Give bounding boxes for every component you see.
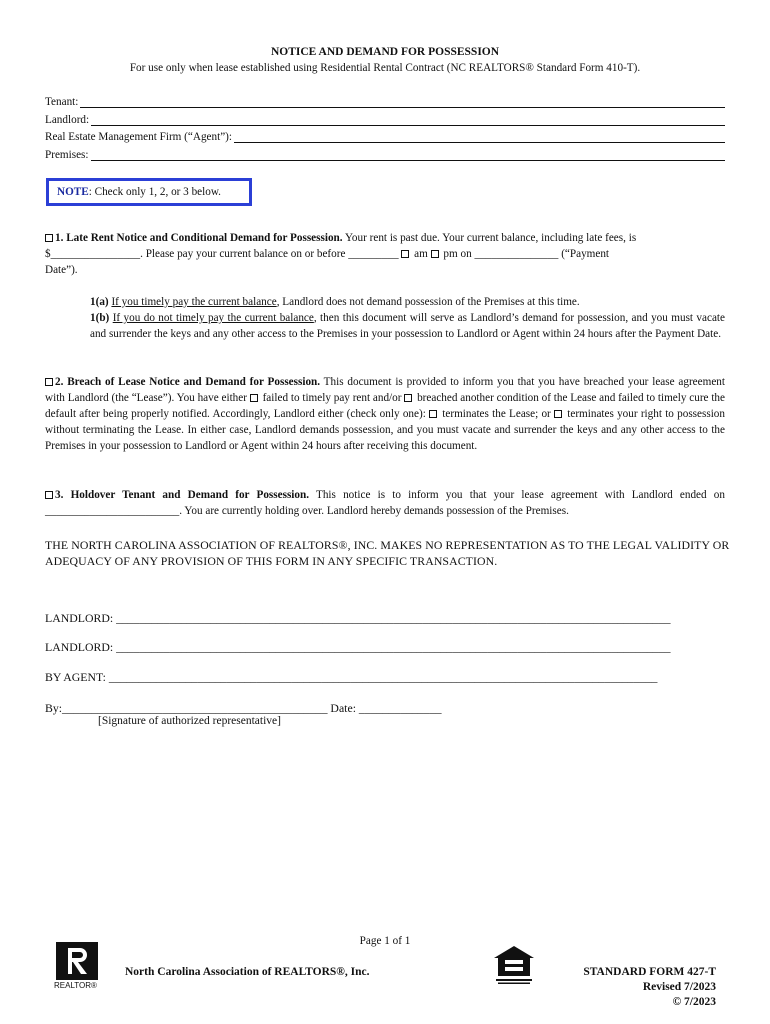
landlord-line[interactable] bbox=[91, 113, 725, 126]
form-identifier bbox=[583, 965, 716, 1010]
terminates-possession-checkbox[interactable] bbox=[554, 410, 562, 418]
section-1b-underline: If you do not timely pay the current balance bbox=[112, 312, 314, 324]
signature-caption: [Signature of authorized representative] bbox=[98, 715, 281, 727]
breached-condition-checkbox[interactable] bbox=[404, 394, 412, 402]
tenant-label: Tenant: bbox=[45, 96, 79, 108]
am-label: am bbox=[411, 248, 431, 260]
section-3 bbox=[45, 487, 725, 519]
agent-line[interactable] bbox=[234, 130, 725, 143]
page-number: Page 1 of 1 bbox=[359, 935, 411, 947]
premises-field[interactable] bbox=[45, 145, 725, 161]
payment-date-label: Date”). bbox=[45, 264, 78, 276]
premises-label: Premises: bbox=[45, 149, 89, 161]
tenant-line[interactable] bbox=[80, 95, 725, 108]
section-1a-label: 1(a) bbox=[90, 296, 109, 308]
section-2-text-4: terminates the Lease; or bbox=[439, 408, 555, 420]
section-2-heading: 2. Breach of Lease Notice and Demand for Possession. bbox=[55, 376, 321, 388]
terminates-lease-checkbox[interactable] bbox=[429, 410, 437, 418]
form-number: STANDARD FORM 427-T bbox=[583, 966, 716, 978]
landlord-field[interactable] bbox=[45, 110, 725, 126]
realtor-logo-icon bbox=[56, 942, 98, 980]
section-1a-text: , Landlord does not demand possession of the Premises at this time. bbox=[276, 296, 580, 308]
section-1-checkbox[interactable] bbox=[45, 234, 53, 242]
form-revised: Revised 7/2023 bbox=[642, 981, 716, 993]
agent-signature[interactable]: BY AGENT: _____________________________________________________________________________________________ bbox=[45, 670, 658, 684]
realtor-logo-text: REALTOR® bbox=[54, 981, 97, 990]
agent-label: Real Estate Management Firm (“Agent”): bbox=[45, 131, 233, 143]
section-1b-label: 1(b) bbox=[90, 312, 110, 324]
section-1b bbox=[90, 310, 725, 342]
section-2-text-1: This document is provided to inform you that you have breached your lease agreement with Landlord (the “Lease”). You have either bbox=[45, 376, 725, 404]
section-3-checkbox[interactable] bbox=[45, 491, 53, 499]
pm-checkbox[interactable] bbox=[431, 250, 439, 258]
failed-pay-checkbox[interactable] bbox=[250, 394, 258, 402]
section-1a bbox=[90, 294, 725, 310]
section-2-text-3: breached another condition of the Lease and failed to timely cure the default after being properly notified. Accordingly, Landlord either (check only one): bbox=[45, 392, 725, 420]
note-box bbox=[46, 178, 252, 206]
note-text: : Check only 1, 2, or 3 below. bbox=[88, 186, 221, 198]
form-title: NOTICE AND DEMAND FOR POSSESSION bbox=[270, 46, 500, 58]
note-label: NOTE bbox=[57, 186, 89, 198]
section-2-checkbox[interactable] bbox=[45, 378, 53, 386]
section-2-text-5: terminates your right to possession without terminating the Lease. In either case, Landlord demands possession, and you must vacate and surrender the keys and any other access to the Premises in your possession to Landlord or Agent within 24 hours after receiving this document. bbox=[45, 408, 725, 452]
landlord-label: Landlord: bbox=[45, 114, 90, 126]
landlord-signature-1[interactable]: LANDLORD: ______________________________________________________________________________________________ bbox=[45, 611, 671, 625]
section-2 bbox=[45, 374, 725, 454]
form-copyright: © 7/2023 bbox=[672, 996, 716, 1008]
am-checkbox[interactable] bbox=[401, 250, 409, 258]
section-1-balance: $________________. Please pay your current balance on or before _________ bbox=[45, 248, 402, 260]
section-1 bbox=[45, 230, 725, 278]
section-1a-underline: If you timely pay the current balance bbox=[111, 296, 277, 308]
section-3-heading: 3. Holdover Tenant and Demand for Possession. bbox=[55, 489, 310, 501]
section-1-text: Your rent is past due. Your current balance, including late fees, is bbox=[342, 232, 637, 244]
equal-housing-opportunity-icon bbox=[492, 944, 536, 986]
tenant-field[interactable] bbox=[45, 92, 725, 108]
association-name: North Carolina Association of REALTORS®, Inc. bbox=[125, 966, 370, 978]
agent-field[interactable] bbox=[45, 127, 725, 143]
section-1-heading: 1. Late Rent Notice and Conditional Demand for Possession. bbox=[55, 232, 343, 244]
section-3-text: This notice is to inform you that your lease agreement with Landlord ended on ________________________. You are currently holding over. Landlord hereby demands possession of the Premises. bbox=[45, 489, 725, 517]
section-2-text-2: failed to timely pay rent and/or bbox=[259, 392, 405, 404]
disclaimer: THE NORTH CAROLINA ASSOCIATION OF REALTORS®, INC. MAKES NO REPRESENTATION AS TO THE LEGAL VALIDITY OR ADEQUACY OF ANY PROVISION OF THIS FORM IN ANY SPECIFIC TRANSACTION. bbox=[45, 538, 730, 568]
form-subtitle: For use only when lease established using Residential Rental Contract (NC REALTORS® Standard Form 410-T). bbox=[129, 62, 641, 74]
pm-label: pm on _______________ (“Payment bbox=[440, 248, 610, 260]
by-signature[interactable]: By:_____________________________________________ Date: ______________ bbox=[45, 701, 442, 715]
section-1b-text: , then this document will serve as Landlord’s demand for possession, and you must vacate and surrender the keys and any other access to the Premises in your possession to Landlord or Agent within 24 hours after the Payment Date. bbox=[90, 312, 725, 340]
landlord-signature-2[interactable]: LANDLORD: ______________________________________________________________________________________________ bbox=[45, 640, 671, 654]
premises-line[interactable] bbox=[91, 148, 725, 161]
